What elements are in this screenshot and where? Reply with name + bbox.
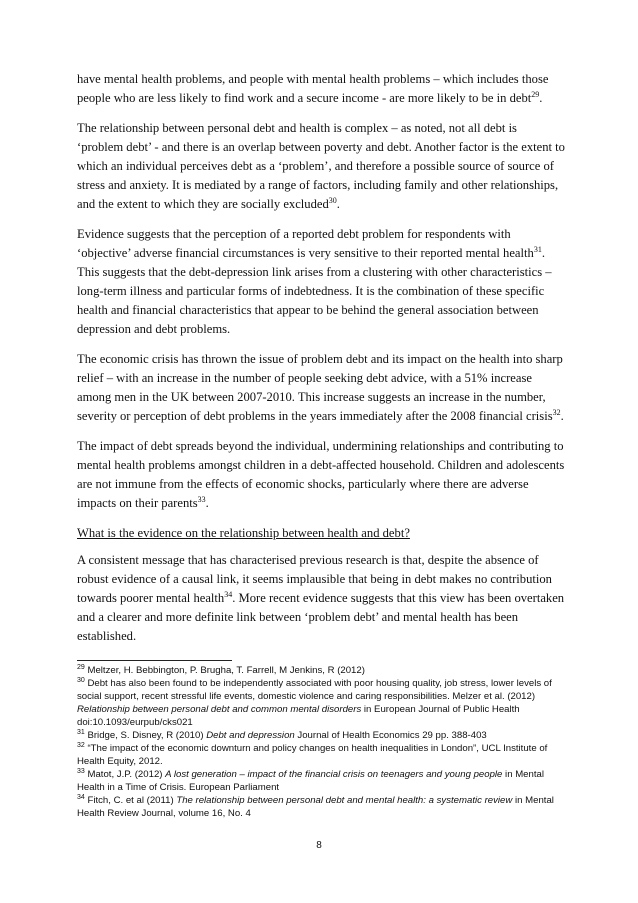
footnote-text: Meltzer, H. Bebbington, P. Brugha, T. Farrell, M Jenkins, R (2012) <box>84 665 365 676</box>
footnote-34 <box>77 794 567 820</box>
footnote-text-after: in Mental Health in a Time of Crisis. European Parliament <box>77 769 544 793</box>
footnote-29 <box>77 664 567 677</box>
paragraph-5-tail: . <box>205 496 209 510</box>
footnote-title: A lost generation – impact of the financial crisis on teenagers and young people <box>165 769 503 780</box>
footnote-number: 32 <box>77 741 85 749</box>
footnote-text-after: in Mental Health Review Journal, volume 16, No. 4 <box>77 795 554 819</box>
page-number: 8 <box>316 840 322 851</box>
footnote-number: 29 <box>77 663 85 671</box>
paragraph-2-tail: . <box>336 197 340 211</box>
footnote-separator <box>77 660 232 661</box>
footnote-text: Fitch, C. et al (2011) <box>84 795 177 806</box>
footnote-text-after: in European Journal of Public Health doi:10.1093/eurpub/cks021 <box>77 704 520 728</box>
paragraph-2 <box>77 119 565 214</box>
footnote-text: Bridge, S. Disney, R (2010) <box>84 730 207 741</box>
paragraph-5 <box>77 437 565 513</box>
footnote-ref-30[interactable]: 30 <box>328 195 337 205</box>
footnote-30 <box>77 677 567 729</box>
paragraph-1-text: have mental health problems, and people with mental health problems – which includes those people who are less likely to find work and a secure income - are more likely to be in debt <box>77 72 549 105</box>
body-text <box>77 70 565 657</box>
footnote-31 <box>77 729 567 742</box>
footnote-ref-31[interactable]: 31 <box>533 244 542 254</box>
paragraph-3-tail: . This suggests that the debt-depression link arises from a clustering with other characteristics – long-term illness and particular forms of indebtedness. It is the combination of these specific health and financial characteristics that appear to be behind the general association between depression and debt problems. <box>77 246 552 336</box>
paragraph-5-text: The impact of debt spreads beyond the individual, undermining relationships and contributing to mental health problems amongst children in a debt-affected household. Children and adolescents are not immune from the effects of economic shocks, particularly where there are adverse impacts on their parents <box>77 439 565 510</box>
footnote-number: 30 <box>77 676 85 684</box>
footnote-text: “The impact of the economic downturn and policy changes on health inequalities in London”, UCL Institute of Health Equity, 2012. <box>77 743 548 767</box>
paragraph-1-tail: . <box>539 91 543 105</box>
footnote-33 <box>77 768 567 794</box>
footnote-text: Matot, J.P. (2012) <box>84 769 166 780</box>
paragraph-6-tail: . More recent evidence suggests that this view has been overtaken and a clearer and more definite link between ‘problem debt’ and mental health has been established. <box>77 591 565 643</box>
footnote-number: 34 <box>77 793 85 801</box>
paragraph-4 <box>77 350 565 426</box>
paragraph-3 <box>77 225 565 339</box>
footnote-title: Relationship between personal debt and common mental disorders <box>77 704 362 715</box>
paragraph-2-text: The relationship between personal debt and health is complex – as noted, not all debt is ‘problem debt’ - and there is an overlap between poverty and debt. Another factor is the extent to which an individual perceives debt as a ‘problem’, and therefore a possible source of source of stress and anxiety. It is mediated by a range of factors, including family and other relationships, and the extent to which they are socially excluded <box>77 121 565 211</box>
footnote-32 <box>77 742 567 768</box>
footnote-title: The relationship between personal debt and mental health: a systematic review <box>176 795 513 806</box>
paragraph-1 <box>77 70 565 108</box>
section-heading: What is the evidence on the relationship between health and debt? <box>77 526 410 540</box>
footnote-number: 31 <box>77 728 85 736</box>
paragraph-4-text: The economic crisis has thrown the issue of problem debt and its impact on the health into sharp relief – with an increase in the number of people seeking debt advice, with a 51% increase among men in the UK between 2007-2010. This increase suggests an increase in the number, severity or perception of debt problems in the years immediately after the 2008 financial crisis <box>77 352 563 423</box>
paragraph-3-text: Evidence suggests that the perception of a reported debt problem for respondents with ‘objective’ adverse financial circumstances is very sensitive to their reported mental health <box>77 227 534 260</box>
footnote-ref-29[interactable]: 29 <box>531 89 540 99</box>
paragraph-6 <box>77 551 565 646</box>
footnote-text-after: Journal of Health Economics 29 pp. 388-403 <box>294 730 487 741</box>
footnotes <box>77 664 567 820</box>
footnote-number: 33 <box>77 767 85 775</box>
paragraph-4-tail: . <box>560 409 564 423</box>
footnote-title: Debt and depression <box>206 730 295 741</box>
footnote-ref-34[interactable]: 34 <box>224 589 233 599</box>
footnote-ref-33[interactable]: 33 <box>197 494 206 504</box>
paragraph-6-text: A consistent message that has characterised previous research is that, despite the absence of robust evidence of a causal link, it seems implausible that being in debt makes no contribution towards poorer mental health <box>77 553 552 605</box>
footnote-text: Debt has also been found to be independently associated with poor housing quality, job stress, lower levels of social support, recent stressful life events, domestic violence and caring responsibilities. Melzer et al. (2012) <box>77 678 552 702</box>
footnote-ref-32[interactable]: 32 <box>552 407 561 417</box>
